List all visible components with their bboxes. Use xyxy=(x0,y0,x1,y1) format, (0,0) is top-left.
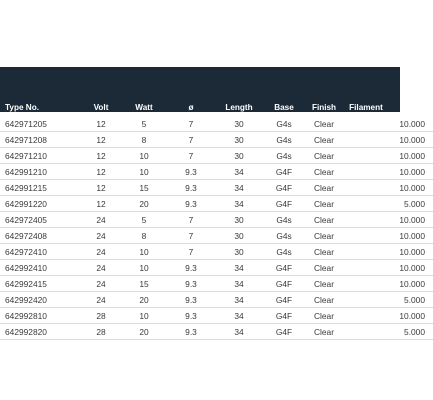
cell-finish: Clear xyxy=(303,116,345,132)
cell-base: G4F xyxy=(265,196,303,212)
cell-filament xyxy=(345,260,387,276)
cell-watt: 5 xyxy=(119,212,169,228)
cell-length: 30 xyxy=(213,132,265,148)
cell-diameter: 9.3 xyxy=(169,276,213,292)
cell-filament xyxy=(345,116,387,132)
cell-length: 30 xyxy=(213,228,265,244)
header-base: Base xyxy=(274,103,294,112)
cell-life: 10.000 xyxy=(387,228,433,244)
cell-diameter: 9.3 xyxy=(169,180,213,196)
cell-base: G4F xyxy=(265,180,303,196)
cell-volt: 24 xyxy=(83,276,119,292)
cell-diameter: 7 xyxy=(169,244,213,260)
table-row xyxy=(0,180,433,196)
cell-volt: 12 xyxy=(83,132,119,148)
cell-length: 30 xyxy=(213,212,265,228)
cell-base: G4s xyxy=(265,132,303,148)
cell-diameter: 7 xyxy=(169,132,213,148)
cell-length: 34 xyxy=(213,276,265,292)
cell-base: G4F xyxy=(265,292,303,308)
cell-base: G4F xyxy=(265,164,303,180)
cell-type-no: 642992420 xyxy=(0,292,83,308)
cell-volt: 12 xyxy=(83,116,119,132)
cell-type-no: 642991220 xyxy=(0,196,83,212)
cell-finish: Clear xyxy=(303,164,345,180)
cell-life: 10.000 xyxy=(387,244,433,260)
cell-type-no: 642992810 xyxy=(0,308,83,324)
cell-volt: 24 xyxy=(83,244,119,260)
cell-life: 5.000 xyxy=(387,292,433,308)
cell-base: G4s xyxy=(265,228,303,244)
cell-filament xyxy=(345,308,387,324)
cell-finish: Clear xyxy=(303,244,345,260)
table-row xyxy=(0,148,433,164)
cell-finish: Clear xyxy=(303,276,345,292)
cell-watt: 8 xyxy=(119,132,169,148)
cell-diameter: 9.3 xyxy=(169,324,213,340)
table-row xyxy=(0,164,433,180)
cell-finish: Clear xyxy=(303,196,345,212)
header-length: Length xyxy=(225,103,253,112)
cell-length: 34 xyxy=(213,164,265,180)
table-row xyxy=(0,196,433,212)
cell-diameter: 9.3 xyxy=(169,260,213,276)
cell-life: 5.000 xyxy=(387,324,433,340)
cell-type-no: 642991215 xyxy=(0,180,83,196)
cell-length: 34 xyxy=(213,180,265,196)
cell-life: 5.000 xyxy=(387,196,433,212)
cell-length: 34 xyxy=(213,196,265,212)
cell-life: 10.000 xyxy=(387,116,433,132)
cell-base: G4F xyxy=(265,276,303,292)
cell-filament xyxy=(345,244,387,260)
cell-length: 30 xyxy=(213,148,265,164)
cell-life: 10.000 xyxy=(387,212,433,228)
header-life: Life xyxy=(410,103,425,112)
cell-filament xyxy=(345,292,387,308)
table-row xyxy=(0,212,433,228)
cell-finish: Clear xyxy=(303,324,345,340)
header-finish: Finish xyxy=(311,103,337,112)
cell-watt: 10 xyxy=(119,308,169,324)
cell-life: 10.000 xyxy=(387,148,433,164)
cell-length: 34 xyxy=(213,260,265,276)
cell-life: 10.000 xyxy=(387,308,433,324)
cell-volt: 12 xyxy=(83,148,119,164)
cell-type-no: 642971205 xyxy=(0,116,83,132)
cell-base: G4s xyxy=(265,212,303,228)
header-volt: Volt xyxy=(93,103,109,112)
cell-diameter: 7 xyxy=(169,228,213,244)
cell-watt: 5 xyxy=(119,116,169,132)
header-filament: Filament xyxy=(349,103,383,112)
cell-finish: Clear xyxy=(303,132,345,148)
cell-volt: 24 xyxy=(83,292,119,308)
cell-type-no: 642992410 xyxy=(0,260,83,276)
cell-diameter: 9.3 xyxy=(169,292,213,308)
cell-base: G4s xyxy=(265,116,303,132)
cell-watt: 10 xyxy=(119,148,169,164)
cell-watt: 20 xyxy=(119,292,169,308)
cell-watt: 15 xyxy=(119,180,169,196)
header-watt: Watt xyxy=(135,103,153,112)
table-body xyxy=(0,116,433,340)
cell-diameter: 7 xyxy=(169,116,213,132)
cell-length: 30 xyxy=(213,116,265,132)
cell-diameter: 9.3 xyxy=(169,308,213,324)
table-row xyxy=(0,292,433,308)
table-row xyxy=(0,308,433,324)
cell-base: G4s xyxy=(265,148,303,164)
cell-filament xyxy=(345,324,387,340)
table-row xyxy=(0,132,433,148)
cell-type-no: 642971210 xyxy=(0,148,83,164)
cell-life: 10.000 xyxy=(387,260,433,276)
cell-type-no: 642992820 xyxy=(0,324,83,340)
cell-watt: 10 xyxy=(119,260,169,276)
cell-volt: 12 xyxy=(83,196,119,212)
cell-finish: Clear xyxy=(303,308,345,324)
cell-life: 10.000 xyxy=(387,180,433,196)
cell-filament xyxy=(345,164,387,180)
cell-filament xyxy=(345,132,387,148)
table-row xyxy=(0,116,433,132)
cell-filament xyxy=(345,276,387,292)
cell-base: G4F xyxy=(265,324,303,340)
header-type-no: Type No. xyxy=(5,103,39,112)
cell-base: G4F xyxy=(265,260,303,276)
cell-filament xyxy=(345,212,387,228)
cell-diameter: 9.3 xyxy=(169,164,213,180)
cell-base: G4s xyxy=(265,244,303,260)
cell-watt: 8 xyxy=(119,228,169,244)
header-diameter: ø xyxy=(188,103,194,112)
cell-watt: 20 xyxy=(119,196,169,212)
cell-type-no: 642972405 xyxy=(0,212,83,228)
cell-life: 10.000 xyxy=(387,132,433,148)
cell-volt: 28 xyxy=(83,308,119,324)
cell-type-no: 642992415 xyxy=(0,276,83,292)
cell-watt: 20 xyxy=(119,324,169,340)
cell-filament xyxy=(345,196,387,212)
cell-finish: Clear xyxy=(303,228,345,244)
cell-diameter: 9.3 xyxy=(169,196,213,212)
table-row xyxy=(0,228,433,244)
cell-type-no: 642972410 xyxy=(0,244,83,260)
cell-filament xyxy=(345,180,387,196)
cell-volt: 12 xyxy=(83,164,119,180)
cell-finish: Clear xyxy=(303,260,345,276)
cell-length: 34 xyxy=(213,308,265,324)
cell-life: 10.000 xyxy=(387,164,433,180)
cell-type-no: 642972408 xyxy=(0,228,83,244)
cell-volt: 12 xyxy=(83,180,119,196)
cell-life: 10.000 xyxy=(387,276,433,292)
cell-length: 30 xyxy=(213,244,265,260)
table-row xyxy=(0,324,433,340)
cell-watt: 15 xyxy=(119,276,169,292)
table-head xyxy=(0,67,433,116)
cell-volt: 28 xyxy=(83,324,119,340)
spec-table xyxy=(0,67,433,340)
cell-filament xyxy=(345,228,387,244)
cell-finish: Clear xyxy=(303,292,345,308)
cell-diameter: 7 xyxy=(169,148,213,164)
cell-type-no: 642991210 xyxy=(0,164,83,180)
cell-watt: 10 xyxy=(119,244,169,260)
cell-finish: Clear xyxy=(303,212,345,228)
cell-type-no: 642971208 xyxy=(0,132,83,148)
cell-finish: Clear xyxy=(303,148,345,164)
cell-watt: 10 xyxy=(119,164,169,180)
cell-length: 34 xyxy=(213,292,265,308)
header-row xyxy=(0,67,433,116)
cell-length: 34 xyxy=(213,324,265,340)
table-row xyxy=(0,244,433,260)
cell-volt: 24 xyxy=(83,260,119,276)
table-row xyxy=(0,260,433,276)
cell-diameter: 7 xyxy=(169,212,213,228)
table-row xyxy=(0,276,433,292)
cell-filament xyxy=(345,148,387,164)
cell-finish: Clear xyxy=(303,180,345,196)
cell-volt: 24 xyxy=(83,212,119,228)
cell-base: G4F xyxy=(265,308,303,324)
cell-volt: 24 xyxy=(83,228,119,244)
